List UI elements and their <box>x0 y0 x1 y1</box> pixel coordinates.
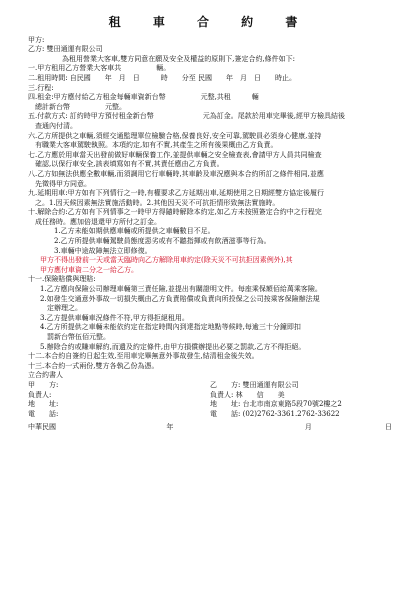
clause11-item: 4.乙方所提供之車輛未能依約定在指定時間內到達指定地點等候時,每逾三十分鐘即扣 <box>40 323 301 332</box>
clause11-item: 定辦理之。 <box>40 304 82 313</box>
date-year: 年 <box>166 423 174 432</box>
date-month: 月 <box>304 423 312 432</box>
signers-heading: 立合約書人 <box>28 371 63 380</box>
document-title: 租 車 合 約 書 <box>108 15 312 29</box>
clause-line: 二.租用時間: 自民國 年 月 日 時 分至 民國 年 月 日 時止。 <box>28 73 297 82</box>
clause-line: 四.租金:甲方應付給乙方租金每輛車資新台幣 元整,共租 輛 <box>28 93 259 102</box>
intro-line: 為租用營業大客車,雙方同意在願及安全及權益的原則下,簽定合約,條件如下: <box>62 54 296 63</box>
clause11-title: 十一.保險賠償與理賠: <box>28 275 96 284</box>
date-era: 中華民國 <box>28 423 56 432</box>
date-row <box>28 423 392 433</box>
clause-line: 一.甲方租用乙方營業大客車共 輛。 <box>28 64 171 73</box>
party-a-line: 甲方: <box>28 35 45 44</box>
signature-row-party <box>28 381 392 391</box>
clause-line: 十.解除合約:乙方如有下列情事之一時甲方得隨時解除本約定,如乙方未按照簽定合約中之行程完 <box>28 208 322 217</box>
sig-rep-b: 負責人: 林 信 美 <box>210 390 285 399</box>
clause-line: 先徵得甲方同意。 <box>28 179 91 188</box>
clause-line: 五.付款方式: 訂約時甲方預付租金新台幣 元為訂金。尾款於用車完畢後,經甲方檢具結後 <box>28 112 346 121</box>
red-note: 甲方應付車資二分之一給乙方。 <box>40 265 138 274</box>
clause10-item: 3.車輛中途故障無法立即修復。 <box>54 246 152 255</box>
sig-rep-a: 負責人: <box>28 390 52 399</box>
signature-row-phone <box>28 410 392 420</box>
sig-party-a: 甲 方: <box>28 380 59 389</box>
sig-tel-b: 電 話: (02)2762-3361.2762-33622 <box>210 409 340 418</box>
clause11-item: 罰新台幣伍佰元整。 <box>40 333 110 341</box>
clause-line: 有職業大客車駕駛執照。本項約定,如有不實,其產生之所有後果概由乙方負責。 <box>28 141 278 150</box>
date-day: 日 <box>384 423 392 432</box>
signature-row-address <box>28 400 392 410</box>
sig-tel-a: 電 話: <box>28 409 59 418</box>
party-b-line: 乙方: 雙田通運有限公司 <box>28 45 103 54</box>
clause-line: 六.乙方所提供之車輛,須經交通監理單位檢驗合格,保養良好,安全可靠,駕駛員必須身心健康,並持 <box>28 131 322 140</box>
clause10-item: 2.乙方所提供車輛駕駛員態度惡劣或有不聽指揮或有飲酒滋事等行為。 <box>54 237 271 246</box>
clause-line: 九.延期用車:甲方如有下列情行之一時,有權要求乙方延期出車,延期使用之日期經雙方協定後履行 <box>28 189 325 198</box>
red-note: 甲方不得出發前一天或當天臨時向乙方解除用車約定(除天災不可抗拒因素例外),其 <box>40 256 293 265</box>
sig-addr-a: 地 址: <box>28 400 59 409</box>
sig-party-b: 乙 方: 雙田通運有限公司 <box>210 380 299 389</box>
clause11-item: 3.乙方提供車輛車況條件不符,甲方得拒絕租用。 <box>40 313 189 322</box>
clause11-item: 2.如發生交通意外事故一切損失概由乙方負責賠償或負責向所投保之公司按乘客保險辦法規 <box>40 294 320 303</box>
clause-line: 三.行程: <box>28 83 54 92</box>
signature-row-rep <box>28 391 392 401</box>
clause11-item: 5.辦除合約或賺車解約,而遺及約定條件,由甲方損償辦提出必要之罰款,乙方不得拒絕。 <box>40 342 306 351</box>
clause-line: 七.乙方應於用車當天出發前做好車輛保養工作,並提供車輛之安全檢查表,會請甲方人員共同檢查 <box>28 150 322 159</box>
sig-addr-b: 地 址: 台北市南京東路5段70號2樓之2 <box>210 400 342 409</box>
clause10-item: 1.乙方未能如期供應車輛或所提供之車輛數目不足。 <box>54 227 215 236</box>
clause12-line: 十二.本合約自簽約日起生效,至用車完畢無意外事故發生,結清租金後失效。 <box>28 352 259 361</box>
clause-line: 成任務時。應加倍退還甲方所付之訂金。 <box>28 217 161 226</box>
clause11-item: 1.乙方應向保險公司辦理車輛第三責任險,並提出有關證明文件。每座乘保額佰給萬乘客險。 <box>40 285 322 294</box>
clause-line: 八.乙方如無法供應全數車輛,而須調用它行車輛時,其車齡及車況應與本合約所訂之條件相同,並應 <box>28 169 324 178</box>
clause-line: 查通內付清。 <box>28 121 77 130</box>
clause-line: 之。1.因天候因素無法實施活動時。2.其他因天災不可抗拒情形致無法實施時。 <box>28 198 280 207</box>
clause13-line: 十三.本合約一式兩份,雙方各執乙份為憑。 <box>28 361 159 370</box>
clause-line: 總計新台幣 元整。 <box>28 102 126 111</box>
clause-line: 確認,以保行車安全,該表填寫如有不實,其責任應由乙方負責。 <box>28 160 224 169</box>
